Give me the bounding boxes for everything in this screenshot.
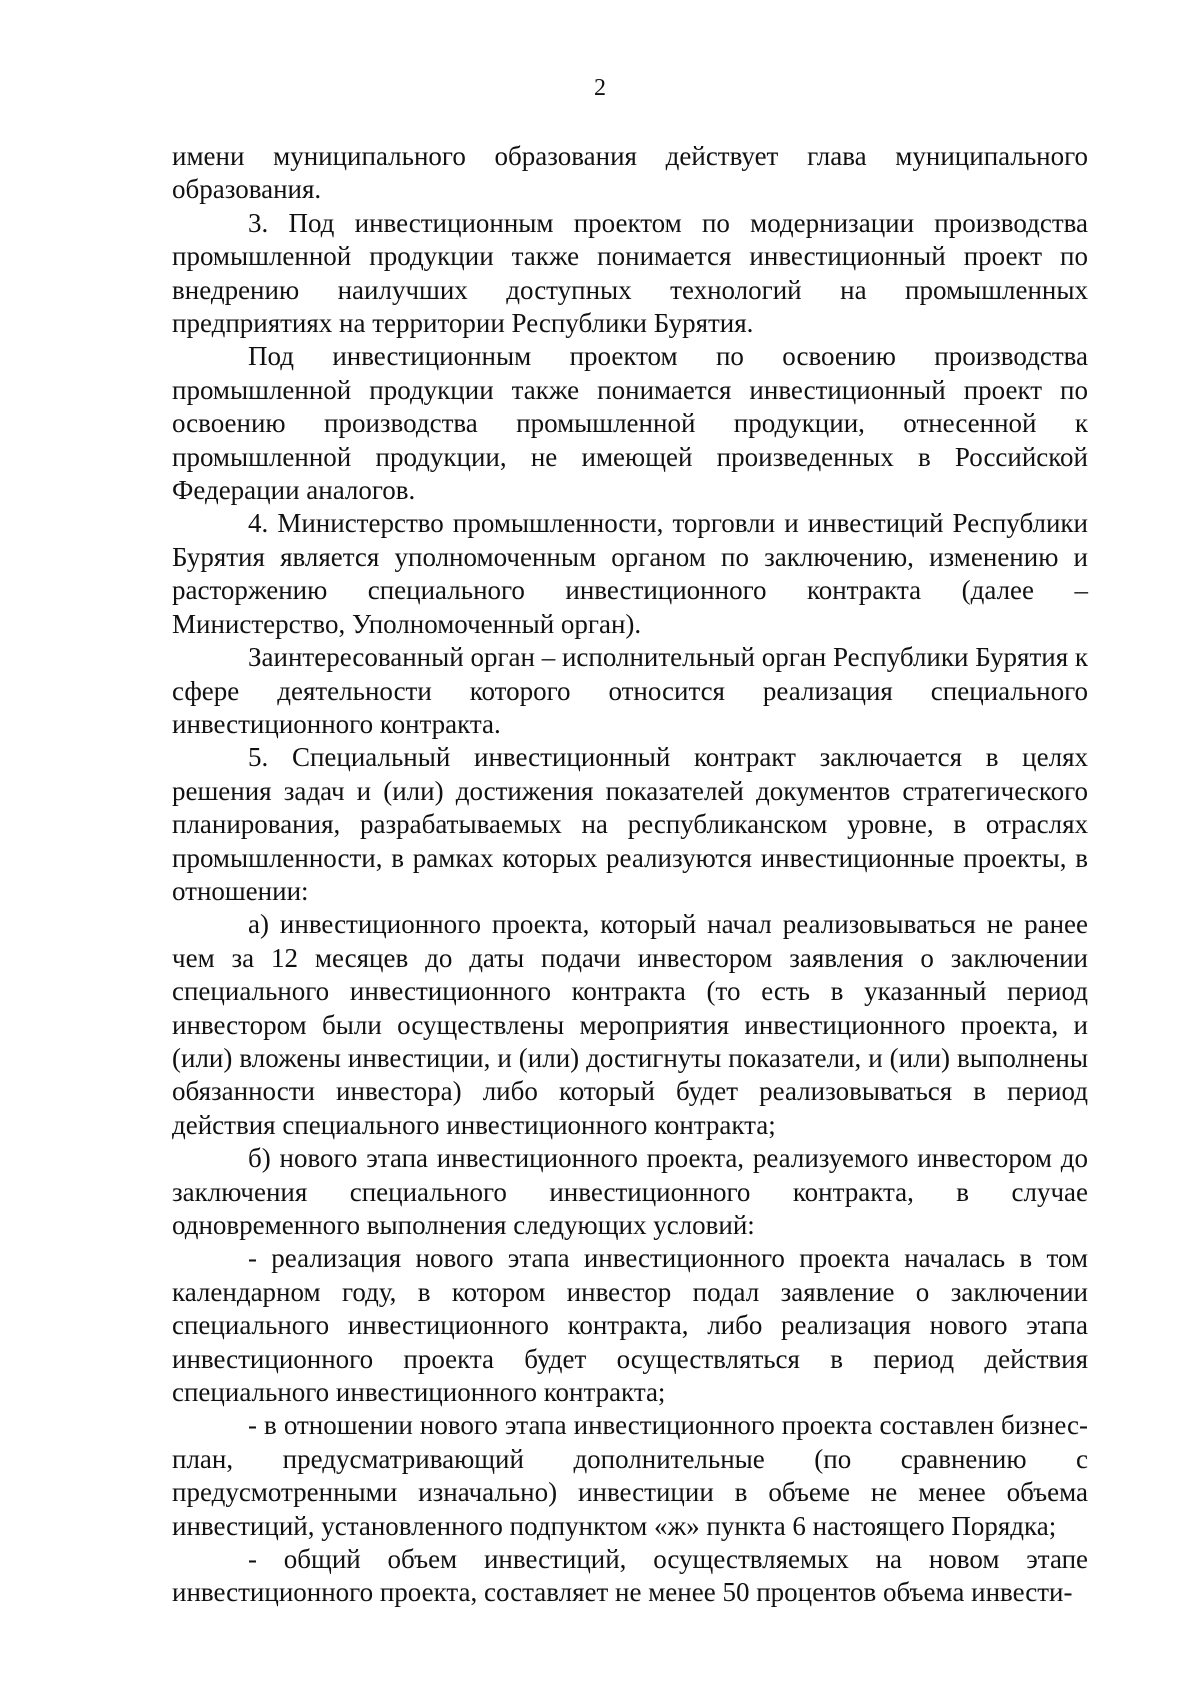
document-body: [172, 140, 1088, 1610]
paragraph-4: 4. Министерство промышленности, торговли и инвестиций Республики Бурятия является уполномоченным органом по заключению, изменению и расторжению специального инвестиционного контракта (далее – Министерство, Уполномоченный орган).: [172, 508, 1088, 639]
paragraph-7: а) инвестиционного проекта, который начал реализовываться не ранее чем за 12 месяцев до даты подачи инвестором заявления о заключении специального инвестиционного контракта (то есть в указанный период инвестором были осуществлены мероприятия инвестиционного проекта, и (или) вложены инвестиции, и (или) достигнуты показатели, и (или) выполнены обязанности инвестора) либо который будет реализовываться в период действия специального инвестиционного контракта;: [172, 909, 1088, 1140]
paragraph-1: имени муниципального образования действует глава муниципального образования.: [172, 141, 1088, 205]
paragraph-10: - в отношении нового этапа инвестиционного проекта составлен бизнес-план, предусматривающий дополнительные (по сравнению с предусмотренными изначально) инвестиции в объеме не менее объема инвестиций, установленного подпунктом «ж» пункта 6 настоящего Порядка;: [172, 1410, 1088, 1541]
paragraph-2: 3. Под инвестиционным проектом по модернизации производства промышленной продукции также понимается инвестиционный проект по внедрению наилучших доступных технологий на промышленных предприятиях на территории Республики Бурятия.: [172, 207, 1088, 339]
paragraph-8: б) нового этапа инвестиционного проекта, реализуемого инвестором до заключения специального инвестиционного контракта, в случае одновременного выполнения следующих условий:: [172, 1143, 1088, 1240]
paragraph-6: 5. Специальный инвестиционный контракт заключается в целях решения задач и (или) достижения показателей документов стратегического планирования, разрабатываемых на республиканском уровне, в отраслях промышленности, в рамках которых реализуются инвестиционные проекты, в отношении:: [172, 742, 1088, 906]
page-number: 2: [594, 75, 606, 101]
paragraph-11: - общий объем инвестиций, осуществляемых на новом этапе инвестиционного проекта, составляет не менее 50 процентов объема инвести-: [172, 1544, 1088, 1608]
paragraph-9: - реализация нового этапа инвестиционного проекта началась в том календарном году, в котором инвестор подал заявление о заключении специального инвестиционного контракта, либо реализация нового этапа инвестиционного проекта будет осуществляться в период действия специального инвестиционного контракта;: [172, 1243, 1088, 1408]
paragraph-3: Под инвестиционным проектом по освоению производства промышленной продукции также понимается инвестиционный проект по освоению производства промышленной продукции, отнесенной к промышленной продукции, не имеющей произведенных в Российской Федерации аналогов.: [172, 341, 1088, 506]
paragraph-5: Заинтересованный орган – исполнительный орган Республики Бурятия к сфере деятельности которого относится реализация специального инвестиционного контракта.: [172, 642, 1088, 739]
